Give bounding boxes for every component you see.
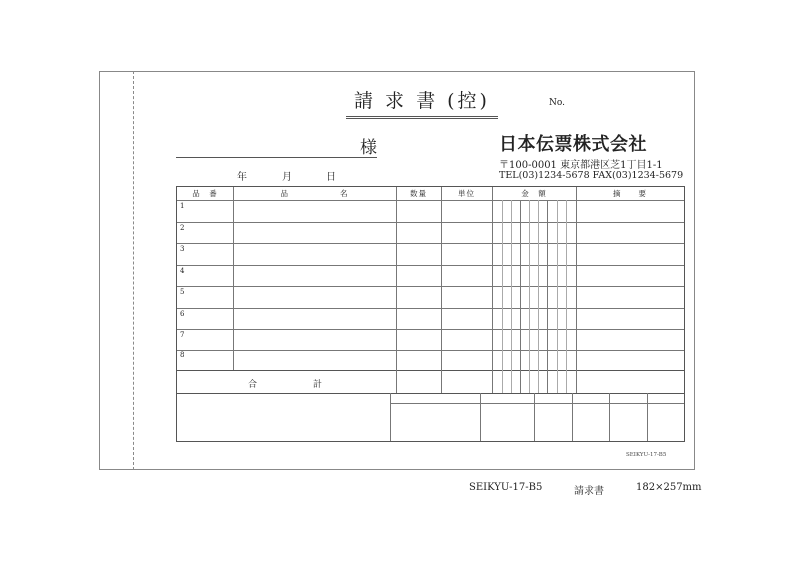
col-divider (233, 187, 234, 370)
header-divider (177, 200, 684, 201)
header-item-name: 品 名 (280, 189, 349, 198)
product-name: 請求書 (574, 486, 604, 497)
row-number-2: 2 (180, 224, 185, 232)
row-divider (177, 308, 684, 309)
lower-col-divider (572, 393, 573, 441)
items-bottom-line (177, 370, 684, 371)
digit-divider (547, 200, 548, 393)
product-code: SEIKYU-17-B5 (469, 482, 543, 493)
recipient-underline (176, 157, 377, 158)
total-label-left: 合 (248, 380, 258, 390)
col-divider (441, 187, 442, 393)
lower-col-divider (609, 393, 610, 441)
digit-divider (502, 200, 503, 393)
product-size: 182×257mm (636, 482, 702, 493)
recipient-honorific: 様 (360, 138, 377, 158)
row-number-3: 3 (180, 245, 185, 253)
row-number-6: 6 (180, 310, 185, 318)
lower-col-divider (647, 393, 648, 441)
header-amount: 金 額 (521, 189, 547, 198)
row-divider (177, 222, 684, 223)
lower-col-divider (390, 393, 391, 441)
col-divider (396, 187, 397, 393)
col-divider (492, 187, 493, 393)
date-month-label: 月 (282, 172, 292, 183)
row-divider (177, 265, 684, 266)
company-name: 日本伝票株式会社 (499, 134, 647, 155)
digit-divider (529, 200, 530, 393)
invoice-table (176, 186, 685, 442)
digit-divider (557, 200, 558, 393)
form-title: 請 求 書 (控) (346, 88, 498, 119)
row-number-1: 1 (180, 202, 185, 210)
company-telfax: TEL(03)1234-5678 FAX(03)1234-5679 (499, 170, 684, 181)
date-day-label: 日 (326, 172, 336, 183)
lower-section-divider (390, 403, 684, 404)
digit-divider (511, 200, 512, 393)
col-divider (576, 187, 577, 393)
total-label-right: 計 (313, 380, 323, 390)
date-year-label: 年 (237, 172, 247, 183)
row-number-8: 8 (180, 351, 185, 359)
header-remarks: 摘 要 (613, 189, 647, 198)
total-bottom-line (177, 393, 684, 394)
perforation-line (133, 71, 134, 470)
header-item-no: 品 番 (192, 189, 218, 198)
row-divider (177, 329, 684, 330)
digit-divider (566, 200, 567, 393)
row-divider (177, 243, 684, 244)
row-number-7: 7 (180, 331, 185, 339)
lower-col-divider (480, 393, 481, 441)
lower-col-divider (534, 393, 535, 441)
header-quantity: 数量 (410, 189, 427, 198)
company-address: 〒100-0001 東京都港区芝1丁目1-1 (499, 160, 663, 171)
digit-divider (538, 200, 539, 393)
form-code-small: SEIKYU-17-B5 (626, 452, 667, 458)
header-unit: 単位 (458, 189, 475, 198)
row-divider (177, 286, 684, 287)
number-label: No. (549, 98, 565, 108)
row-number-5: 5 (180, 288, 185, 296)
row-divider (177, 350, 684, 351)
row-number-4: 4 (180, 267, 185, 275)
digit-divider (520, 200, 521, 393)
